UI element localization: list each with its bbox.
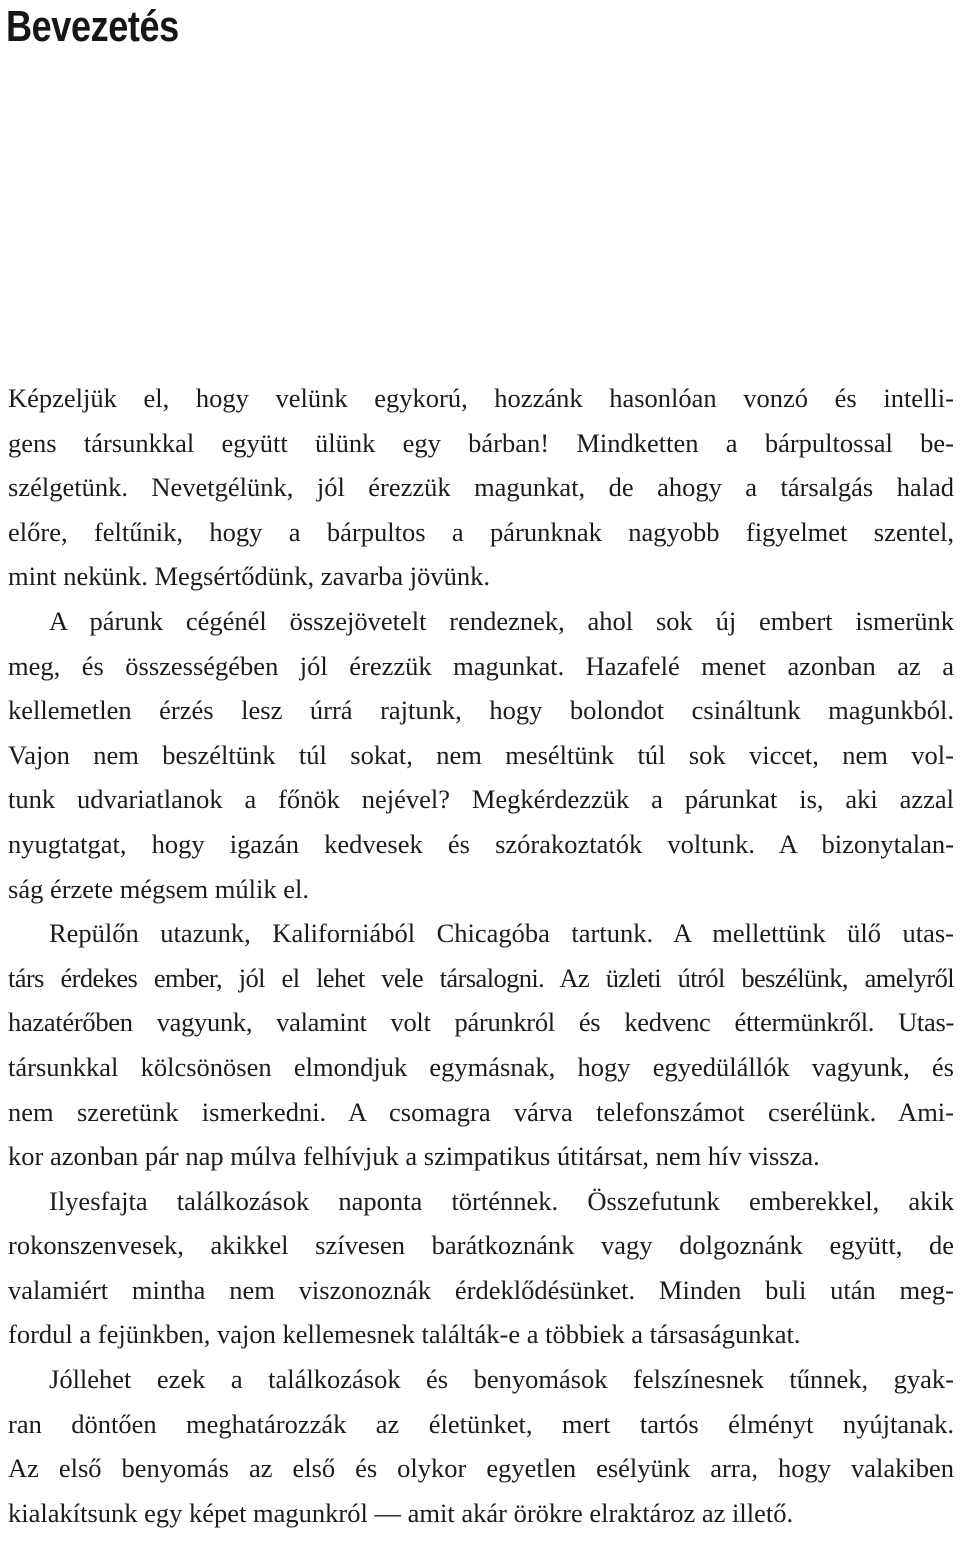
- paragraph: [8, 1357, 954, 1535]
- text-line: meg, és összességében jól érezzük magunkat. Hazafelé menet azonban az a: [8, 650, 954, 681]
- chapter-body: [8, 376, 954, 1535]
- paragraph: [8, 599, 954, 911]
- text-line: Képzeljük el, hogy velünk egykorú, hozzánk hasonlóan vonzó és intelli-: [8, 383, 954, 413]
- text-line: szélgetünk. Nevetgélünk, jól érezzük magunkat, de ahogy a társalgás halad: [8, 472, 954, 503]
- text-line: rokonszenvesek, akikkel szívesen barátkoznánk vagy dolgoznánk együtt, de: [8, 1230, 954, 1261]
- text-line: előre, feltűnik, hogy a bárpultos a párunknak nagyobb figyelmet szentel,: [8, 516, 954, 547]
- paragraph: [8, 376, 954, 599]
- text-line: Ilyesfajta találkozások naponta történnek. Összefutunk emberekkel, akik: [49, 1185, 954, 1216]
- text-line: Repülőn utazunk, Kaliforniából Chicagóba tartunk. A mellettünk ülő utas-: [49, 918, 954, 949]
- paragraph: [8, 1179, 954, 1357]
- text-line: kialakítsunk egy képet magunkról — amit akár örökre elraktároz az illető.: [8, 1497, 794, 1528]
- text-line: valamiért mintha nem viszonoznák érdeklődésünket. Minden buli után meg-: [8, 1274, 954, 1305]
- text-line: tunk udvariatlanok a főnök nejével? Megkérdezzük a párunkat is, aki azzal: [8, 784, 954, 815]
- text-line: Az első benyomás az első és olykor egyetlen esélyünk arra, hogy valakiben: [8, 1453, 954, 1484]
- paragraph: [8, 911, 954, 1179]
- text-line: kellemetlen érzés lesz úrrá rajtunk, hogy bolondot csináltunk magunkból.: [8, 695, 954, 726]
- text-line: ság érzete mégsem múlik el.: [8, 873, 309, 904]
- text-line: társ érdekes ember, jól el lehet vele társalogni. Az üzleti útról beszélünk, amelyről: [8, 962, 954, 993]
- text-line: ran döntően meghatározzák az életünket, mert tartós élményt nyújtanak.: [8, 1408, 954, 1439]
- text-line: nyugtatgat, hogy igazán kedvesek és szórakoztatók voltunk. A bizonytalan-: [8, 828, 954, 859]
- text-line: társunkkal kölcsönösen elmondjuk egymásnak, hogy egyedülállók vagyunk, és: [8, 1051, 954, 1082]
- text-line: kor azonban pár nap múlva felhívjuk a szimpatikus útitársat, nem hív vissza.: [8, 1141, 820, 1172]
- text-line: gens társunkkal együtt ülünk egy bárban! Mindketten a bárpultossal be-: [8, 427, 954, 458]
- text-line: fordul a fejünkben, vajon kellemesnek találták-e a többiek a társaságunkat.: [8, 1319, 801, 1350]
- text-line: mint nekünk. Megsértődünk, zavarba jövünk.: [8, 561, 491, 592]
- text-line: nem szeretünk ismerkedni. A csomagra várva telefonszámot cserélünk. Ami-: [8, 1096, 954, 1127]
- text-line: A párunk cégénél összejövetelt rendeznek, ahol sok új embert ismerünk: [49, 605, 954, 636]
- text-line: Vajon nem beszéltünk túl sokat, nem meséltünk túl sok viccet, nem vol-: [8, 739, 954, 770]
- text-line: hazatérőben vagyunk, valamint volt párunkról és kedvenc éttermünkről. Utas-: [8, 1007, 954, 1038]
- chapter-heading: Bevezetés: [6, 2, 179, 51]
- text-line: Jóllehet ezek a találkozások és benyomások felszínesnek tűnnek, gyak-: [49, 1364, 954, 1395]
